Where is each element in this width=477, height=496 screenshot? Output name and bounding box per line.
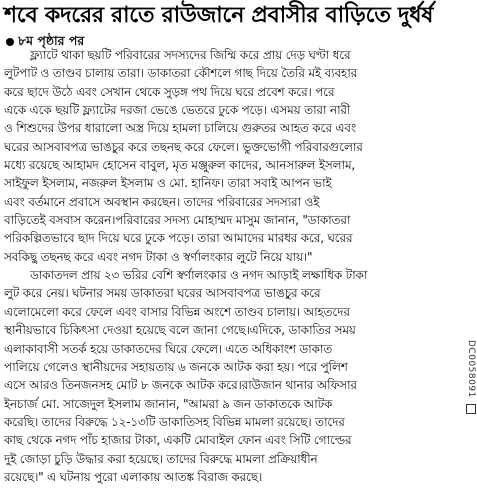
side-code-text: DC0058091 [466, 340, 476, 398]
article-line: লুটপাট ও তাণ্ডব চালায় তারা। ডাকাতরা কৌশলে গাছ দিয়ে তৈরি মই ব্যবহার [4, 66, 357, 81]
article-line: ডাকাতদল প্রায় ২৩ ভরির বেশি স্বর্ণালংকার ও নগদ আড়াই লক্ষাধিক টাকা [30, 268, 368, 283]
article-line: এলোমেলো করে ফেলে এবং বাসার বিভিন্ন অংশে তাণ্ডব চালায়। আহতদের [4, 304, 350, 319]
article-line: এলাকাবাসী সতর্ক হয়ে ডাকাতদের ঘিরে ফেলে। এতে অধিকাংশ ডাকাত [4, 341, 333, 356]
article-line: করে ছাদে উঠে এবং সেখান থেকে সুড়ঙ্গ পথ দিয়ে ঘরে প্রবেশ করে। পরে [4, 84, 335, 99]
article-line: স্থানীয়ভাবে চিকিৎসা দেওয়া হয়েছে বলে জানা গেছে।এদিকে, ডাকাতির সময় [4, 323, 356, 338]
article-line: এবং বর্তমানে প্রবাসে অবস্থান করছেন। তাদের পরিবারের সদস্যরা ওই [4, 194, 320, 209]
article-line: দুই জোড়া চুড়ি উদ্ধার করা হয়েছে। তাদের বিরুদ্ধে মামলা প্রক্রিয়াধীন [4, 451, 318, 466]
article-body [4, 46, 466, 486]
article-line: কাছ থেকে নগদ পাঁচ হাজার টাকা, একটি মোবাইল ফোন এবং সিটি গোল্ডের [4, 433, 352, 448]
article-line: একে একে ছয়টি ফ্ল্যাটের দরজা ভেঙে ভেতরে ঢুকে পড়ে। এসময় তারা নারী [4, 103, 351, 118]
bullet-icon [6, 38, 14, 46]
article-line: রয়েছে।" এ ঘটনায় পুরো এলাকায় আতঙ্ক বিরাজ করছে। [4, 469, 263, 484]
article-line: বাড়িতেই বসবাস করেন।পরিবারের সদস্য মোহাম্মদ মাসুম জানান, "ডাকাতরা [4, 213, 351, 228]
article-line: ইনচার্জ মো. সাজেদুল ইসলাম জানান, "আমরা ৯ জন ডাকাতকে আটক [4, 396, 333, 411]
article-line: মধ্যে রয়েছে আহামদ হোসেন বাবুল, মৃত মঞ্জুরুল কাদের, আনসারুল ইসলাম, [4, 158, 356, 173]
side-code [466, 340, 476, 414]
article-line: সাইফুল ইসলাম, নজরুল ইসলাম ও মো. হানিফ। তারা সবাই আপন ভাই [4, 176, 332, 191]
article-line: করেছি। তাদের বিরুদ্ধে ১২-১৩টি ডাকাতিসহ বিভিন্ন মামলা রয়েছে। তাদের [4, 414, 345, 429]
continuation-text: ৮ম পৃষ্ঠার পর [18, 33, 85, 48]
article-line: লুট করে নেয়। ঘটনার সময় ডাকাতরা ঘরের আসবাবপত্র ভাঙচুর করে [4, 286, 321, 301]
article-line: পরিকল্পিতভাবে ছাদ দিয়ে ঘরে ঢুকে পড়ে। তারা আমাদের মারধর করে, ঘরের [4, 231, 353, 246]
article-line: ঘরের আসবাবপত্র ভাঙচুর করে তছনছ করে ফেলে। ভুক্তভোগী পরিবারগুলোর [4, 139, 363, 154]
article-line: সবকিছু তছনছ করে এবং নগদ টাকা ও স্বর্ণালংকার লুটে নিয়ে যায়।" [4, 249, 313, 264]
article-line: ও শিশুদের উপর ধারালো অস্ত্র দিয়ে হামলা চালিয়ে গুরুতর আহত করে এবং [4, 121, 356, 136]
article-line: পালিয়ে গেলেও স্থানীয়দের সহায়তায় ৬ জনকে আটক করা হয়। পরে পুলিশ [4, 359, 348, 374]
article-line: এসে আরও তিনজনসহ মোট ৮ জনকে আটক করে।রাউজান থানার অফিসার [4, 378, 357, 393]
headline: শবে কদরের রাতে রাউজানে প্রবাসীর বাড়িতে দুর্ধর্ষ [4, 3, 434, 28]
article-line: ফ্ল্যাটে থাকা ছয়টি পরিবারের সদস্যদের জিম্মি করে প্রায় দেড় ঘণ্টা ধরে [30, 48, 351, 62]
square-icon [466, 404, 476, 414]
